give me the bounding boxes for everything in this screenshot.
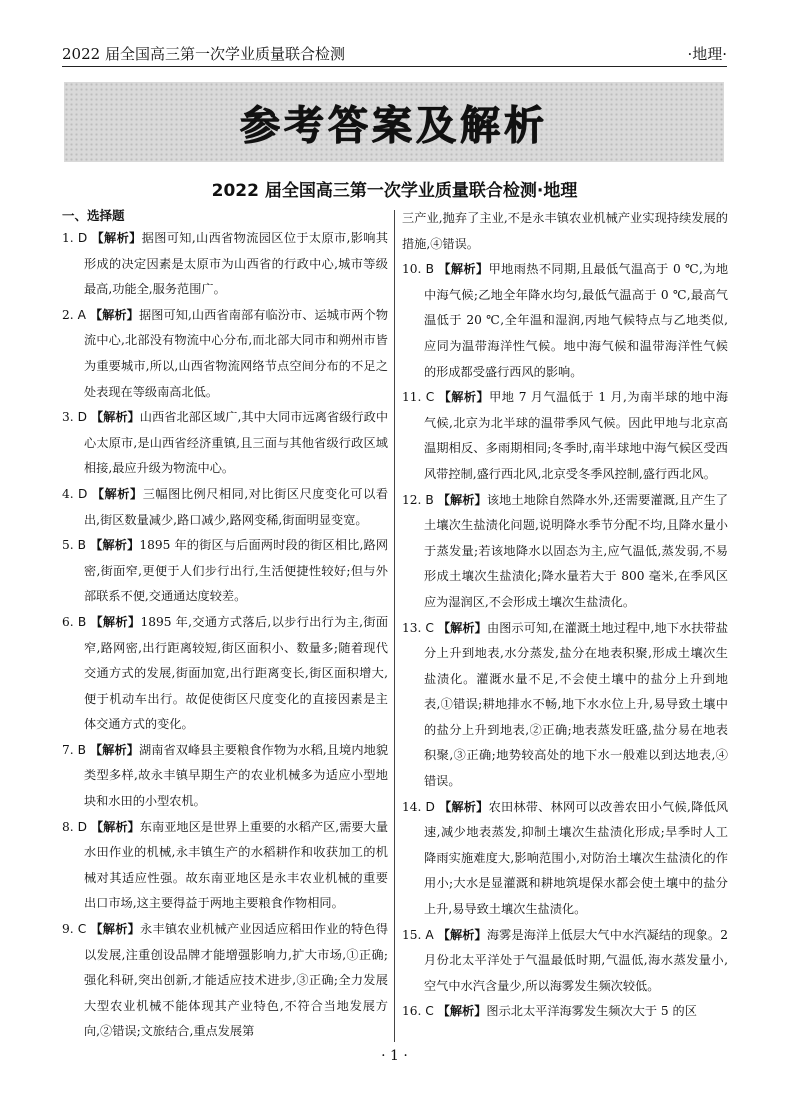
analysis-text: 由图示可知,在灌溉土地过程中,地下水扶带盐分上升到地表,水分蒸发,盐分在地表积聚,形成土壤次生盐渍化。灌溉水量不足,不会使土壤中的盐分上升到地表,①错误;耕地排水不畅,地下水水位上升,易导致土壤中的盐分上升到地表,②正确;地表蒸发旺盛,盐分易在地表积聚,③正确;地势较高处的地下水一般难以到达地表,④错误。 [424,620,729,789]
answer-item [62,533,388,610]
answer-item [402,923,728,1000]
banner-title: 参考答案及解析 [240,102,548,149]
question-number: 7. [62,742,74,757]
analysis-tag: 【解析】 [437,620,487,635]
answer-letter: D [77,819,87,834]
answer-item [62,226,388,303]
answer-item [402,488,728,616]
answer-columns [62,206,728,1046]
analysis-tag: 【解析】 [437,927,487,942]
question-number: 3. [62,410,74,425]
section-title: 一、选择题 [62,208,125,223]
answer-letter: A [425,927,434,942]
title-banner [64,82,724,162]
analysis-tag: 【解析】 [90,614,141,629]
analysis-tag: 【解析】 [90,410,140,425]
analysis-text: 1895 年的街区与后面两时段的街区相比,路网密,街面窄,更便于人们步行出行,生活便捷性较好;但与外部联系不便,交通通达度较差。 [84,538,389,604]
answer-item [62,482,388,533]
question-number: 15. [402,927,422,942]
left-column [62,206,388,1046]
right-column [402,206,728,1046]
answer-letter: C [425,390,435,405]
analysis-tag: 【解析】 [90,922,141,937]
analysis-text: 1895 年,交通方式落后,以步行出行为主,街面窄,路网密,出行距离较短,街区面积小、数量多;随着现代交通方式的发展,街面加宽,出行距离变长,街区面积增大,便于机动车出行。故促使街区尺度变化的直接因素是主体交通方式的变化。 [84,614,389,732]
answer-item [62,405,388,482]
analysis-tag: 【解析】 [90,819,140,834]
answer-item [62,815,388,917]
answer-item [62,610,388,738]
answer-item [402,385,728,487]
question-number: 12. [402,492,422,507]
analysis-text: 湖南省双峰县主要粮食作物为水稻,且境内地貌类型多样,故永丰镇早期生产的农业机械多为适应小型地块和水田的小型农机。 [84,742,389,809]
analysis-tag: 【解析】 [91,231,142,245]
answer-letter: C [425,620,434,635]
answer-letter: B [77,614,87,629]
answer-letter: C [77,922,87,937]
answer-item [62,738,388,815]
header-title: 2022 届全国高三第一次学业质量联合检测 [62,45,345,63]
answer-item [402,257,728,385]
analysis-text: 图示北太平洋海雾发生频次大于 5 的区 [486,1004,697,1019]
question-number: 9. [62,922,74,937]
analysis-tag: 【解析】 [438,799,489,814]
question-number: 4. [62,486,74,501]
analysis-text: 甲地 7 月气温低于 1 月,为南半球的地中海气候,北京为北半球的温带季风气候。因此甲地与北京高温期相反、多雨期相同;冬季时,南半球地中海气候区受西风带控制,盛行西北风,北京受冬季风控制,盛行西北风。 [424,390,729,481]
analysis-text: 据图可知,山西省物流园区位于太原市,影响其形成的决定因素是太原市为山西省的行政中心,城市等级最高,功能全,服务范围广。 [84,231,389,297]
answer-letter: D [77,410,87,425]
analysis-tag: 【解析】 [438,390,490,405]
analysis-tag: 【解析】 [89,307,139,322]
answer-letter: D [77,231,88,245]
question-number: 14. [402,799,422,814]
answer-item [402,616,728,795]
answer-item [62,303,388,405]
answer-item [62,917,388,1045]
question-number: 11. [402,390,422,405]
document-subtitle: 2022 届全国高三第一次学业质量联合检测·地理 [211,181,578,201]
header-subject: ·地理· [687,45,727,63]
answer-letter: C [425,1004,434,1019]
answer-letter: B [77,538,87,553]
analysis-text: 甲地雨热不同期,且最低气温高于 0 ℃,为地中海气候;乙地全年降水均匀,最低气温高于 0 ℃,最高气温低于 20 ℃,全年温和湿润,丙地气候特点与乙地类似,应同为温带海洋性气候。地中海气候和温带海洋性气候的形成都受盛行西风的影响。 [424,262,729,379]
question-number: 1. [62,231,74,245]
answer-letter: A [77,307,86,322]
answer-item [402,999,728,1025]
answer-letter: B [77,742,86,757]
analysis-text: 东南亚地区是世界上重要的水稻产区,需要大量水田作业的机械,永丰镇生产的水稻耕作和收获加工的机械对其适应性强。故东南亚地区是永丰农业机械的重要出口市场,这主要得益于两地主要粮食作物相同。 [84,819,389,911]
question-number: 6. [62,614,74,629]
analysis-tag: 【解析】 [438,262,489,277]
page-number: · 1 · [381,1048,408,1064]
analysis-tag: 【解析】 [437,1004,487,1019]
analysis-tag: 【解析】 [90,538,140,553]
question-number: 10. [402,262,422,277]
question-number: 8. [62,819,74,834]
page-header [62,38,727,67]
question-number: 16. [402,1004,422,1019]
analysis-text: 山西省北部区域广,其中大同市远离省级行政中心太原市,是山西省经济重镇,且三面与其他省级行政区域相接,最应升级为物流中心。 [84,410,389,476]
question-number: 2. [62,307,74,322]
analysis-tag: 【解析】 [89,742,139,757]
analysis-text: 该地土地除自然降水外,还需要灌溉,且产生了土壤次生盐渍化问题,说明降水季节分配不均,且降水量小于蒸发量;若该地降水以固态为主,应气温低,蒸发弱,不易形成土壤次生盐渍化;降水量若大于 800 毫米,在季风区应为湿润区,不会形成土壤次生盐渍化。 [424,492,729,609]
analysis-text: 据图可知,山西省南部有临汾市、运城市两个物流中心,北部没有物流中心分布,而北部大同市和朔州市皆为重要城市,所以,山西省物流网络节点空间分布的不足之处表现在等级南高北低。 [84,307,389,399]
analysis-text: 永丰镇农业机械产业因适应稻田作业的特色得以发展,注重创设品牌才能增强影响力,扩大市场,①正确;强化科研,突出创新,才能适应技术进步,③正确;全力发展大型农业机械不能体现其产业特色,不符合当地发展方向,②错误;文旅结合,重点发展第 [84,922,389,1039]
answer-letter: B [425,492,434,507]
question-number: 5. [62,538,74,553]
analysis-text: 农田林带、林网可以改善农田小气候,降低风速,减少地表蒸发,抑制土壤次生盐渍化形成;旱季时人工降雨实施难度大,影响范围小,对防治土壤次生盐渍化的作用小;大水是显灌溉和耕地筑堤保水都会使土壤中的盐分上升,易导致土壤次生盐渍化。 [424,799,729,917]
answer-letter: D [425,799,435,814]
question-number: 13. [402,620,422,635]
answer-letter: D [78,486,88,501]
analysis-text: 海雾是海洋上低层大气中水汽凝结的现象。2 月份北太平洋处于气温最低时期,气温低,海水蒸发量小,空气中水汽含量少,所以海雾发生频次较低。 [424,927,729,993]
continued-text: 三产业,抛弃了主业,不是永丰镇农业机械产业实现持续发展的措施,④错误。 [402,211,728,251]
answer-item [402,795,728,923]
analysis-text: 三幅图比例尺相同,对比街区尺度变化可以看出,街区数量减少,路口减少,路网变稀,街面明显变宽。 [84,486,389,527]
answer-letter: B [425,262,435,277]
analysis-tag: 【解析】 [437,492,487,507]
analysis-tag: 【解析】 [91,486,143,501]
